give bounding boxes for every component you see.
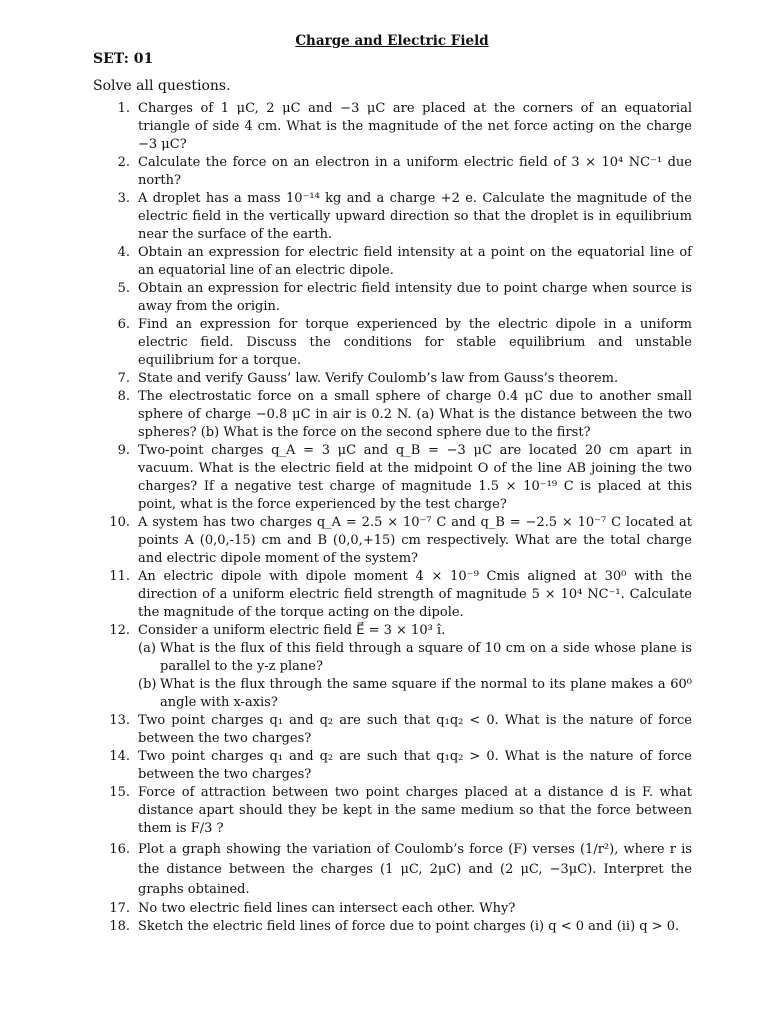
question-number: 18. [109, 919, 130, 934]
question-item [100, 370, 692, 388]
question-item [100, 100, 692, 154]
question-item [100, 712, 692, 748]
question-number: 7. [117, 371, 130, 386]
question-list [100, 100, 692, 936]
question-text: State and verify Gauss’ law. Verify Coulomb’s law from Gauss’s theorem. [138, 371, 619, 386]
sub-question-text: What is the flux of this field through a square of 10 cm on a side whose plane is parallel to the y-z plane? [160, 641, 692, 674]
question-text [138, 622, 692, 712]
question-item [100, 622, 692, 712]
question-number: 9. [117, 443, 130, 458]
question-item [100, 840, 692, 900]
question-item [100, 244, 692, 280]
question-stem: Consider a uniform electric field E⃗ = 3 × 10³ î. [138, 623, 446, 638]
question-text: No two electric field lines can intersect each other. Why? [138, 901, 516, 916]
question-text: Two point charges q₁ and q₂ are such that q₁q₂ > 0. What is the nature of force between the two charges? [138, 749, 692, 782]
question-text: A droplet has a mass 10⁻¹⁴ kg and a charge +2 e. Calculate the magnitude of the electric field in the vertically upward direction so that the droplet is in equilibrium near the surface of the earth. [138, 191, 692, 242]
question-item [100, 514, 692, 568]
question-text: Two point charges q₁ and q₂ are such that q₁q₂ < 0. What is the nature of force between the two charges? [138, 713, 692, 746]
question-item [100, 748, 692, 784]
question-item [100, 190, 692, 244]
page-title: Charge and Electric Field [295, 33, 489, 49]
question-item [100, 316, 692, 370]
question-number: 13. [109, 713, 130, 728]
question-text: Obtain an expression for electric field intensity at a point on the equatorial line of an equatorial line of an electric dipole. [138, 245, 692, 278]
question-number: 16. [109, 842, 130, 857]
set-label: SET: 01 [93, 51, 154, 67]
question-text: The electrostatic force on a small sphere of charge 0.4 μC due to another small sphere of charge −0.8 μC in air is 0.2 N. (a) What is the distance between the two spheres? (b) What is the force on the second sphere due to the first? [138, 389, 692, 440]
question-text: Two-point charges q_A = 3 μC and q_B = −3 μC are located 20 cm apart in vacuum. What is the electric field at the midpoint O of the line AB joining the two charges? If a negative test charge of magnitude 1.5 × 10⁻¹⁹ C is placed at this point, what is the force experienced by the test charge? [138, 443, 692, 512]
sub-question [138, 676, 692, 712]
question-number: 8. [117, 389, 130, 404]
question-number: 15. [109, 785, 130, 800]
question-text: Charges of 1 μC, 2 μC and −3 μC are placed at the corners of an equatorial triangle of side 4 cm. What is the magnitude of the net force acting on the charge −3 μC? [138, 101, 692, 152]
sub-question-label: (a) [138, 641, 156, 656]
question-number: 10. [109, 515, 130, 530]
question-item [100, 154, 692, 190]
instructions: Solve all questions. [93, 78, 231, 94]
question-text: Force of attraction between two point charges placed at a distance d is F. what distance apart should they be kept in the same medium so that the force between them is F/3 ? [138, 785, 692, 836]
question-item [100, 784, 692, 838]
question-number: 17. [109, 901, 130, 916]
question-item [100, 388, 692, 442]
question-text: Find an expression for torque experienced by the electric dipole in a uniform electric field. Discuss the conditions for stable equilibrium and unstable equilibrium for a torque. [138, 317, 692, 368]
question-number: 12. [109, 623, 130, 638]
question-number: 1. [117, 101, 130, 116]
question-text: Sketch the electric field lines of force due to point charges (i) q < 0 and (ii) q > 0. [138, 919, 680, 934]
question-text: An electric dipole with dipole moment 4 × 10⁻⁹ Cmis aligned at 30⁰ with the direction of a uniform electric field strength of magnitude 5 × 10⁴ NC⁻¹. Calculate the magnitude of the torque acting on the dipole. [138, 569, 692, 620]
question-item [100, 280, 692, 316]
question-item [100, 442, 692, 514]
question-text: Plot a graph showing the variation of Coulomb’s force (F) verses (1/r²), where r is the distance between the charges (1 μC, 2μC) and (2 μC, −3μC). Interpret the graphs obtained. [138, 842, 692, 897]
question-number: 14. [109, 749, 130, 764]
question-number: 11. [109, 569, 130, 584]
question-item [100, 918, 692, 936]
question-number: 3. [117, 191, 130, 206]
sub-question-text: What is the flux through the same square if the normal to its plane makes a 60⁰ angle with x-axis? [160, 677, 692, 710]
question-text: Obtain an expression for electric field intensity due to point charge when source is away from the origin. [138, 281, 692, 314]
sub-question-label: (b) [138, 677, 157, 692]
question-number: 4. [117, 245, 130, 260]
question-number: 2. [117, 155, 130, 170]
question-text: Calculate the force on an electron in a uniform electric field of 3 × 10⁴ NC⁻¹ due north? [138, 155, 692, 188]
question-item [100, 568, 692, 622]
question-text: A system has two charges q_A = 2.5 × 10⁻⁷ C and q_B = −2.5 × 10⁻⁷ C located at points A (0,0,-15) cm and B (0,0,+15) cm respectively. What are the total charge and electric dipole moment of the system? [138, 515, 692, 566]
sub-question [138, 640, 692, 676]
question-number: 6. [117, 317, 130, 332]
question-number: 5. [117, 281, 130, 296]
question-item [100, 900, 692, 918]
